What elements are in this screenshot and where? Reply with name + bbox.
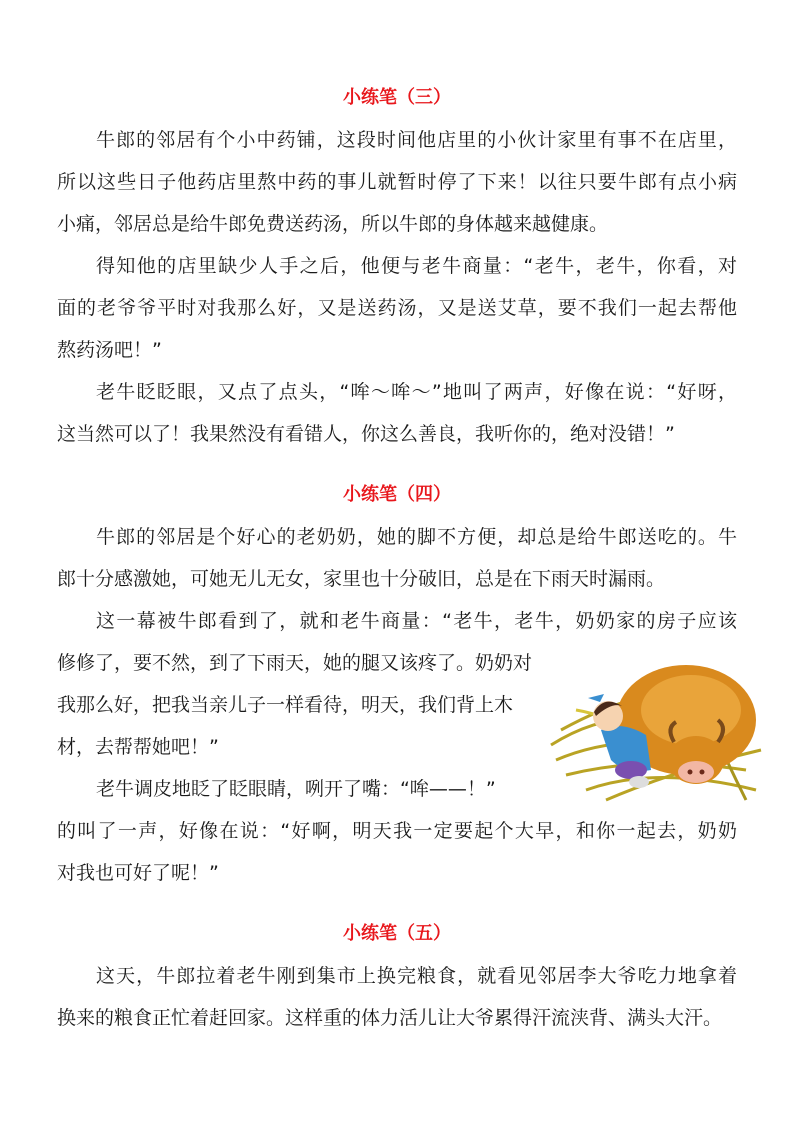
text-line: 修修了，要不然，到了下雨天，她的腿又该疼了。奶奶对 [57, 652, 533, 674]
paragraph [57, 955, 737, 1039]
text-line: 所以这些日子他药店里熬中药的事儿就暂时停了下来！以往只要牛郎有点小病 [57, 171, 737, 193]
section-title: 小练笔（五） [343, 923, 451, 944]
section-title: 小练笔（四） [343, 484, 451, 505]
document [57, 77, 737, 1058]
boy-and-ox-illustration [546, 650, 764, 805]
text-line: 小痛，邻居总是给牛郎免费送药汤，所以牛郎的身体越来越健康。 [57, 213, 609, 235]
text-line: 熬药汤吧！” [57, 339, 162, 361]
paragraph [57, 245, 737, 371]
text-line: 对我也可好了呢！” [57, 862, 219, 884]
text-line: 老牛眨眨眼，又点了点头，“哞～哞～”地叫了两声，好像在说：“好呀， [96, 381, 737, 403]
paragraph [57, 119, 737, 245]
section [57, 913, 737, 1039]
text-line: 我那么好，把我当亲儿子一样看待，明天，我们背上木 [57, 694, 514, 716]
paragraph [57, 371, 737, 455]
text-line: 牛郎的邻居是个好心的老奶奶，她的脚不方便，却总是给牛郎送吃的。牛 [96, 526, 737, 548]
text-line: 这一幕被牛郎看到了，就和老牛商量：“老牛，老牛，奶奶家的房子应该 [96, 610, 737, 632]
section [57, 77, 737, 455]
text-line: 这天，牛郎拉着老牛刚到集市上换完粮食，就看见邻居李大爷吃力地拿着 [96, 965, 737, 987]
text-line: 郎十分感激她，可她无儿无女，家里也十分破旧，总是在下雨天时漏雨。 [57, 568, 666, 590]
paragraph [57, 516, 737, 600]
text-line: 老牛调皮地眨了眨眼睛，咧开了嘴：“哞——！” [96, 778, 496, 800]
text-line: 面的老爷爷平时对我那么好，又是送药汤，又是送艾草，要不我们一起去帮他 [57, 297, 737, 319]
text-line: 材，去帮帮她吧！” [57, 736, 219, 758]
text-line: 的叫了一声，好像在说：“好啊，明天我一定要起个大早，和你一起去，奶奶 [57, 820, 737, 842]
text-line: 这当然可以了！我果然没有看错人，你这么善良，我听你的，绝对没错！” [57, 423, 675, 445]
text-line: 牛郎的邻居有个小中药铺，这段时间他店里的小伙计家里有事不在店里， [96, 129, 737, 151]
section-title: 小练笔（三） [343, 87, 451, 108]
text-line: 换来的粮食正忙着赶回家。这样重的体力活儿让大爷累得汗流浃背、满头大汗。 [57, 1007, 723, 1029]
text-line: 得知他的店里缺少人手之后，他便与老牛商量：“老牛，老牛，你看，对 [96, 255, 737, 277]
